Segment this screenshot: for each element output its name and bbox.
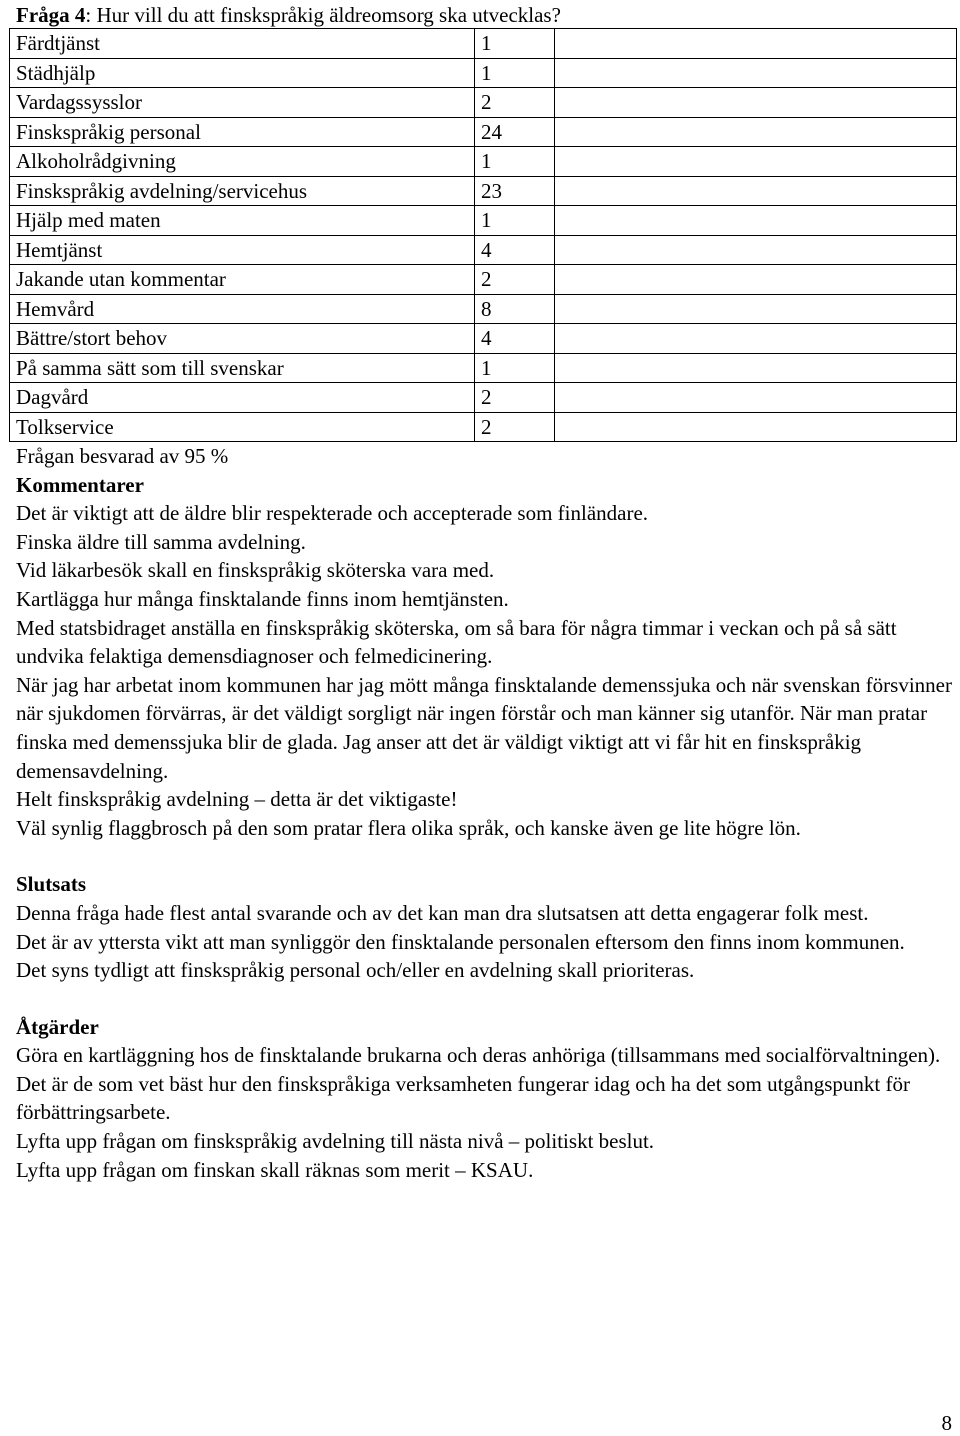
table-row xyxy=(10,29,957,59)
response-empty-cell xyxy=(555,265,957,295)
table-row xyxy=(10,412,957,442)
table-row xyxy=(10,324,957,354)
response-count: 1 xyxy=(475,58,555,88)
conclusion-paragraph: Det syns tydligt att finskspråkig personal och/eller en avdelning skall prioriteras. xyxy=(16,958,695,983)
response-count: 8 xyxy=(475,294,555,324)
response-answer: Städhjälp xyxy=(10,58,475,88)
comments-section xyxy=(16,499,952,842)
response-empty-cell xyxy=(555,117,957,147)
response-answer: På samma sätt som till svenskar xyxy=(10,353,475,383)
response-count: 23 xyxy=(475,176,555,206)
response-count: 4 xyxy=(475,235,555,265)
actions-section xyxy=(16,1041,952,1184)
response-empty-cell xyxy=(555,88,957,118)
conclusion-heading: Slutsats xyxy=(16,872,87,897)
table-row xyxy=(10,265,957,295)
response-count: 2 xyxy=(475,265,555,295)
comment-paragraph: Vid läkarbesök skall en finskspråkig sköterska vara med. xyxy=(16,558,495,583)
response-answer: Alkoholrådgivning xyxy=(10,147,475,177)
response-empty-cell xyxy=(555,294,957,324)
response-empty-cell xyxy=(555,147,957,177)
response-count: 2 xyxy=(475,412,555,442)
table-row xyxy=(10,88,957,118)
response-answer: Finskspråkig personal xyxy=(10,117,475,147)
response-count: 1 xyxy=(475,353,555,383)
response-empty-cell xyxy=(555,324,957,354)
action-paragraph: Lyfta upp frågan om finskspråkig avdelning till nästa nivå – politiskt beslut. xyxy=(16,1129,655,1154)
conclusion-section xyxy=(16,899,952,985)
actions-heading: Åtgärder xyxy=(16,1014,99,1039)
comment-paragraph: Med statsbidraget anställa en finskspråkig sköterska, om så bara för några timmar i veckan och på så sätt undvika felaktiga demensdiagnoser och felmedicinering. xyxy=(16,615,897,669)
table-row xyxy=(10,58,957,88)
response-empty-cell xyxy=(555,58,957,88)
table-row xyxy=(10,294,957,324)
comment-paragraph: Väl synlig flaggbrosch på den som pratar flera olika språk, och kanske även ge lite högre lön. xyxy=(16,815,801,840)
response-answer: Hemvård xyxy=(10,294,475,324)
response-count: 4 xyxy=(475,324,555,354)
response-count: 1 xyxy=(475,29,555,59)
conclusion-paragraph: Denna fråga hade flest antal svarande och av det kan man dra slutsatsen att detta engagerar folk mest. xyxy=(16,900,869,925)
response-count: 24 xyxy=(475,117,555,147)
question-label: Fråga 4 xyxy=(16,3,86,27)
comment-paragraph: Finska äldre till samma avdelning. xyxy=(16,529,306,554)
response-empty-cell xyxy=(555,176,957,206)
question-text: : Hur vill du att finskspråkig äldreomsorg ska utvecklas? xyxy=(85,3,561,27)
response-count: 2 xyxy=(475,383,555,413)
comment-paragraph: Det är viktigt att de äldre blir respekterade och accepterade som finländare. xyxy=(16,501,649,526)
comment-paragraph: Kartlägga hur många finsktalande finns inom hemtjänsten. xyxy=(16,586,509,611)
comments-heading: Kommentarer xyxy=(16,472,144,497)
response-answer: Hjälp med maten xyxy=(10,206,475,236)
response-answer: Dagvård xyxy=(10,383,475,413)
table-row xyxy=(10,147,957,177)
table-row xyxy=(10,353,957,383)
response-answer: Tolkservice xyxy=(10,412,475,442)
response-empty-cell xyxy=(555,206,957,236)
response-count: 2 xyxy=(475,88,555,118)
table-row xyxy=(10,117,957,147)
document-page xyxy=(16,0,952,1184)
page-number: 8 xyxy=(941,1411,952,1435)
response-empty-cell xyxy=(555,353,957,383)
table-row xyxy=(10,383,957,413)
response-answer: Jakande utan kommentar xyxy=(10,265,475,295)
action-paragraph: Göra en kartläggning hos de finsktalande brukarna och deras anhöriga (tillsammans med socialförvaltningen). Det är de som vet bäst hur den finskspråkiga verksamheten fungerar idag och ha det som utgångspunkt för förbättringsarbete. xyxy=(16,1043,941,1125)
action-paragraph: Lyfta upp frågan om finskan skall räknas som merit – KSAU. xyxy=(16,1157,534,1182)
response-empty-cell xyxy=(555,235,957,265)
response-empty-cell xyxy=(555,383,957,413)
response-count: 1 xyxy=(475,206,555,236)
comment-paragraph: När jag har arbetat inom kommunen har jag mött många finsktalande demenssjuka och när svenskan försvinner när sjukdomen förvärras, är det väldigt sorgligt när ingen förstår och man känner sig utanför. När man pratar finska med demenssjuka blir de glada. Jag anser att det är väldigt viktigt att vi får hit en finskspråkig demensavdelning. xyxy=(16,672,952,783)
response-answer: Finskspråkig avdelning/servicehus xyxy=(10,176,475,206)
comment-paragraph: Helt finskspråkig avdelning – detta är det viktigaste! xyxy=(16,787,458,812)
conclusion-paragraph: Det är av yttersta vikt att man synliggör den finsktalande personalen eftersom den finns inom kommunen. xyxy=(16,929,905,954)
table-row xyxy=(10,176,957,206)
response-answer: Hemtjänst xyxy=(10,235,475,265)
response-count: 1 xyxy=(475,147,555,177)
response-empty-cell xyxy=(555,412,957,442)
responses-table xyxy=(9,28,957,442)
response-answer: Vardagssysslor xyxy=(10,88,475,118)
response-answer: Färdtjänst xyxy=(10,29,475,59)
answered-note: Frågan besvarad av 95 % xyxy=(16,444,229,468)
question-title xyxy=(16,2,952,28)
response-answer: Bättre/stort behov xyxy=(10,324,475,354)
table-row xyxy=(10,235,957,265)
table-row xyxy=(10,206,957,236)
response-empty-cell xyxy=(555,29,957,59)
